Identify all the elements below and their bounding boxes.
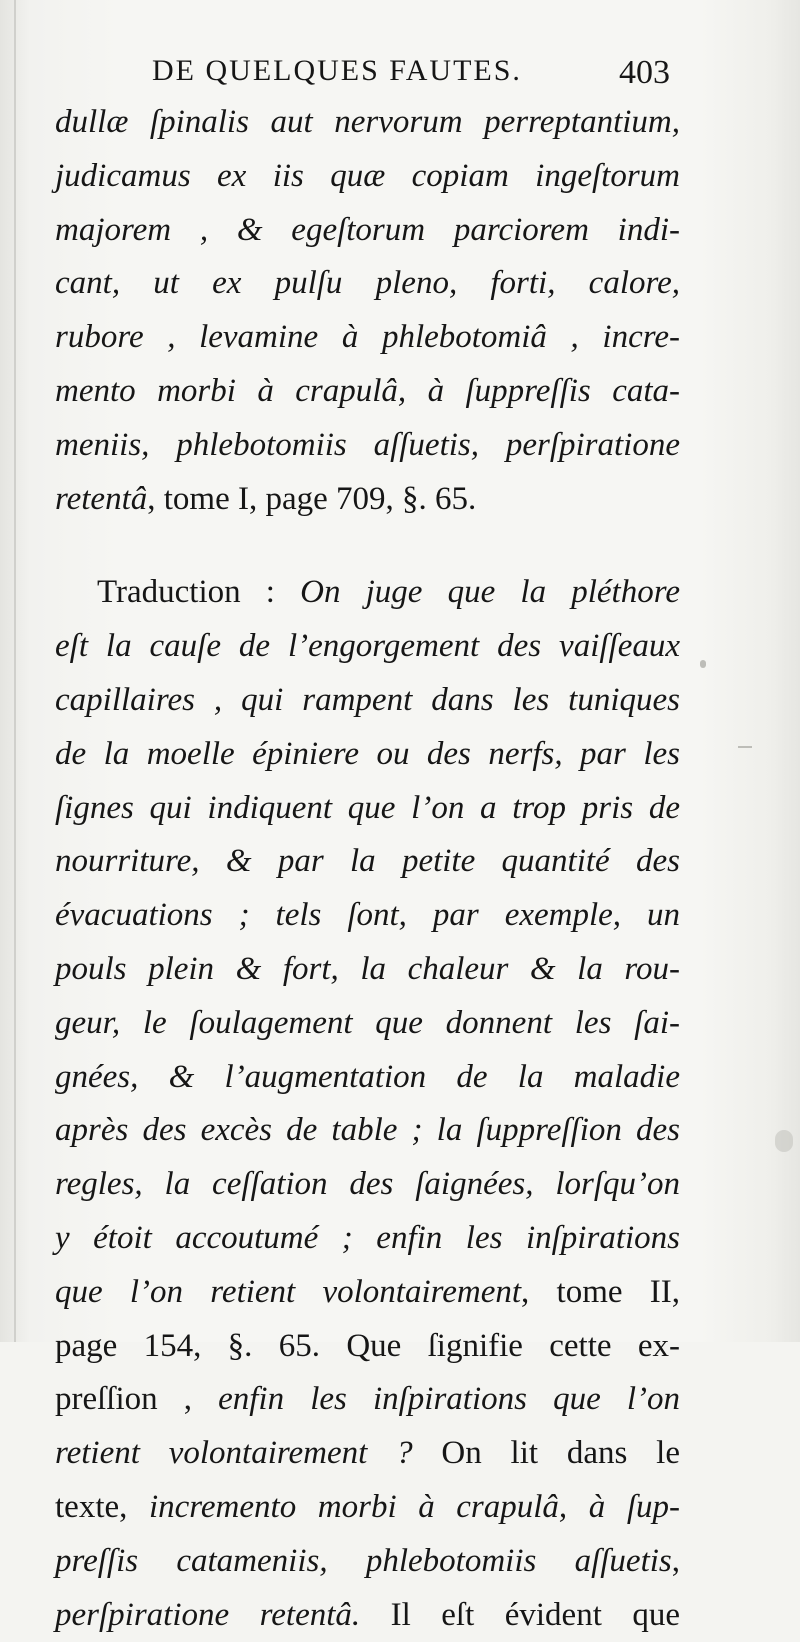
- scan-mark: [775, 1130, 793, 1152]
- translation-line-18-italic: incremento morbi à crapulâ, à ſup-: [148, 1488, 680, 1525]
- translation-line-17-italic: retient volontairement ?: [55, 1435, 413, 1472]
- scan-mark: [738, 746, 752, 748]
- latin-line-2: judicamus ex iis quæ copiam ingeſtorum: [55, 157, 680, 194]
- translation-line-20-roman: Il eſt évident que: [360, 1596, 680, 1633]
- translation-line-4: de la moelle épiniere ou des nerfs, par les: [55, 735, 680, 772]
- page-gutter-shadow: [14, 0, 16, 1342]
- translation-line-17-roman: On lit dans le: [412, 1435, 680, 1472]
- translation-line-19-italic: preſſis catameniis, phlebotomiis aſſuetis: [55, 1542, 672, 1579]
- translation-line-18: [55, 1481, 680, 1535]
- translation-line-13: y étoit accoutumé ; enfin les inſpirations: [55, 1219, 680, 1256]
- translation-line-16-italic: enfin les inſpirations que l’on: [218, 1381, 680, 1418]
- latin-line-1: dullæ ſpinalis aut nervorum perreptantium,: [55, 104, 680, 140]
- translation-line-11: après des excès de table ; la ſuppreſſion des: [55, 1112, 680, 1149]
- scan-mark: [700, 660, 706, 668]
- translation-line-2: eſt la cauſe de l’engorgement des vaiſſeaux: [55, 628, 680, 665]
- translation-line-16: [55, 1373, 680, 1427]
- latin-line-8-citation: , tome I, page 709, §. 65.: [147, 480, 477, 517]
- translation-line-12: regles, la ceſſation des ſaignées, lorſqu’on: [55, 1166, 680, 1203]
- translation-line-20-italic: perſpiratione retentâ.: [55, 1596, 361, 1633]
- translation-line-6: nourriture, & par la petite quantité des: [55, 843, 680, 880]
- translation-line-5: ſignes qui indiquent que l’on a trop pris de: [55, 789, 680, 826]
- page-body-text: [55, 96, 680, 1642]
- translation-label: Traduction :: [97, 574, 301, 611]
- translation-line-8: pouls plein & fort, la chaleur & la rou-: [55, 950, 680, 987]
- translation-line-15: page 154, §. 65. Que ſignifie cette ex-: [55, 1327, 680, 1364]
- latin-line-5: rubore , levamine à phlebotomiâ , incre-: [55, 319, 680, 356]
- running-head: [140, 50, 670, 98]
- translation-line-14-italic: que l’on retient volontairement: [55, 1273, 522, 1310]
- translation-line-14: [55, 1266, 680, 1320]
- paragraph-gap: [55, 526, 680, 566]
- translation-line-19: [55, 1535, 680, 1589]
- translation-line-7: évacuations ; tels ſont, par exemple, un: [55, 897, 680, 934]
- translation-line-20: [55, 1589, 680, 1642]
- translation-line-1: [55, 566, 680, 620]
- latin-line-3: majorem , & egeſtorum parciorem indi-: [55, 211, 680, 248]
- translation-line-1-italic: On juge que la pléthore: [300, 574, 680, 611]
- translation-line-14-citation: , tome II,: [521, 1273, 680, 1310]
- translation-line-3: capillaires , qui rampent dans les tuniques: [55, 681, 680, 718]
- page-number: 403: [619, 54, 670, 91]
- running-head-title: DE QUELQUES FAUTES.: [152, 54, 522, 87]
- translation-line-9: geur, le ſoulagement que donnent les ſai-: [55, 1004, 680, 1041]
- translation-line-16-roman: preſſion ,: [55, 1381, 219, 1418]
- latin-line-4: cant, ut ex pulſu pleno, forti, calore,: [55, 265, 680, 302]
- latin-line-8-italic: retentâ: [55, 480, 148, 517]
- translation-line-18-roman: texte,: [55, 1488, 149, 1525]
- latin-line-8: [55, 473, 680, 527]
- latin-line-6: mento morbi à crapulâ, à ſuppreſſis cata-: [55, 372, 680, 409]
- translation-line-19-roman: ,: [671, 1542, 680, 1579]
- translation-line-17: [55, 1427, 680, 1481]
- latin-line-7: meniis, phlebotomiis aſſuetis, perſpiratione: [55, 426, 680, 463]
- translation-line-10: gnées, & l’augmentation de la maladie: [55, 1058, 680, 1095]
